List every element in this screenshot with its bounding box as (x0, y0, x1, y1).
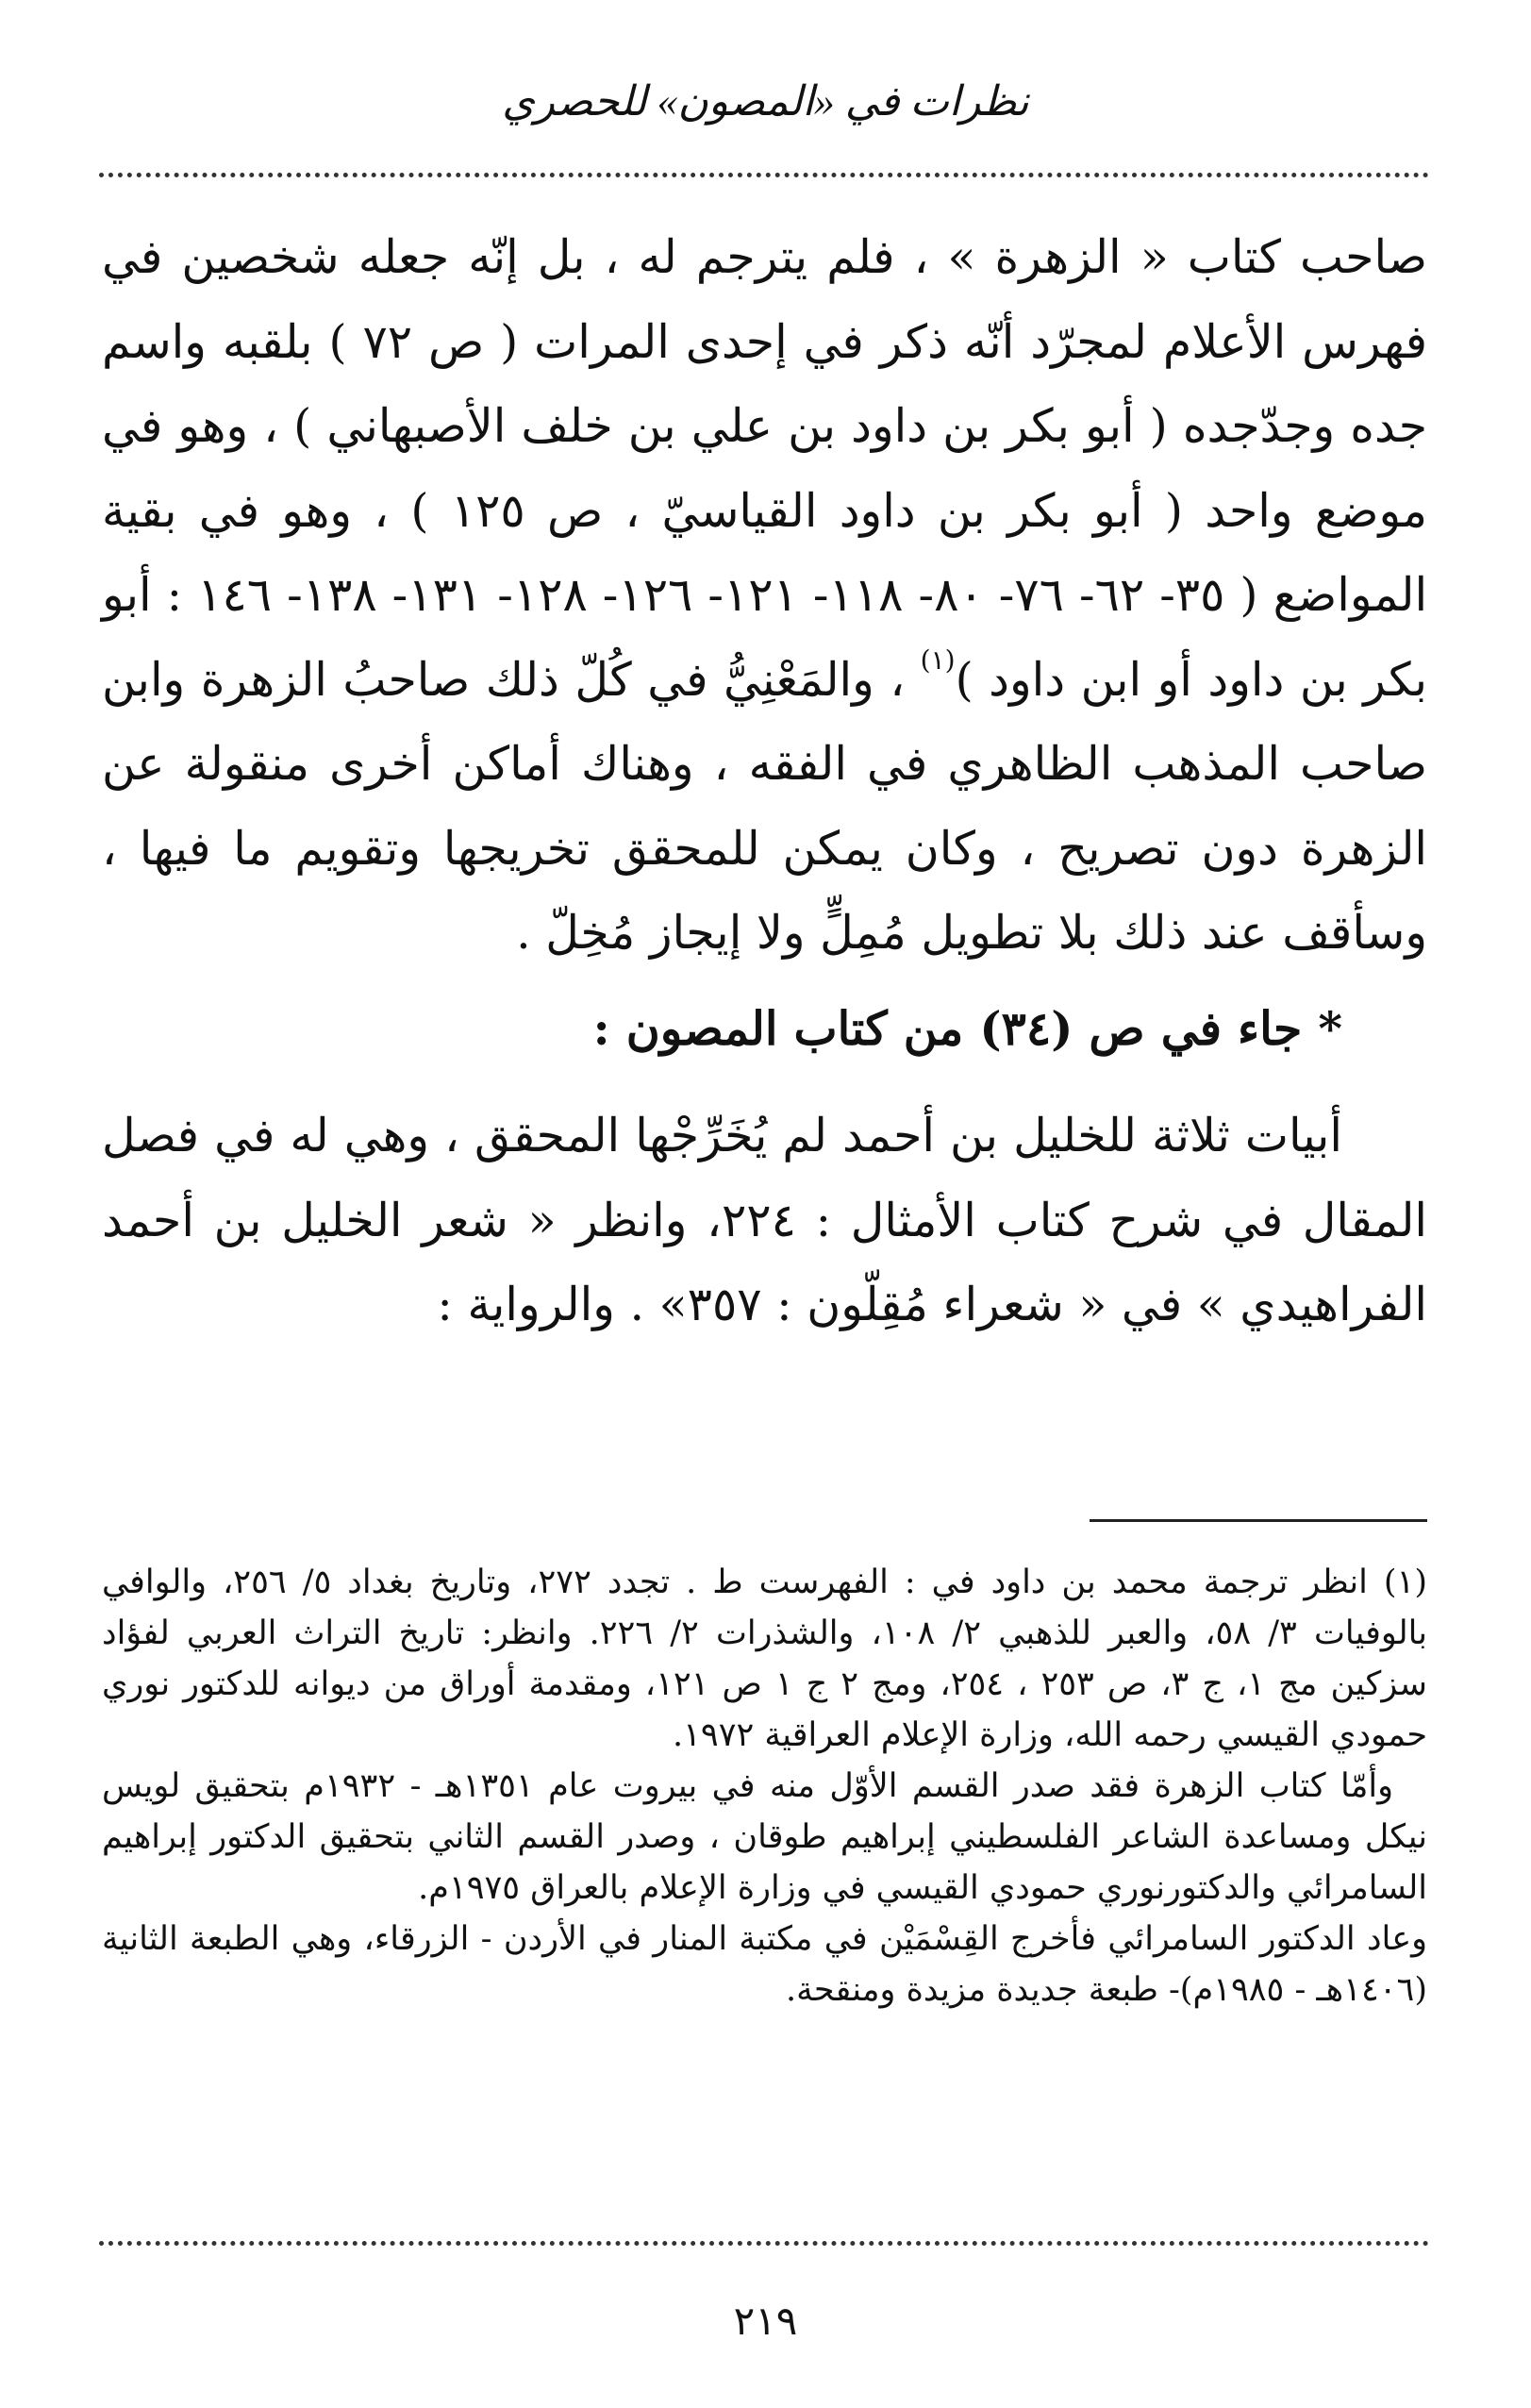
footnotes (102, 1557, 1427, 2015)
footer-rule (99, 2241, 1429, 2246)
paragraph-1-text: صاحب كتاب « الزهرة » ، فلم يترجم له ، بل إنّه جعله شخصين في فهرس الأعلام لمجرّد أنّه ذكر في إحدى المرات ( ص ٧٢ ) بلقبه واسم جده وجدّجده ( أبو بكر بن داود بن علي بن خلف الأصبهاني ) ، وهو في موضع واحد ( أبو بكر بن داود القياسيّ ، ص ١٢٥ ) ، وهو في بقية المواضع ( ٣٥- ٦٢- ٧٦- ٨٠- ١١٨- ١٢١- ١٢٦- ١٢٨- ١٣١- ١٣٨- ١٤٦ : أبو بكر بن داود أو ابن داود ) (102, 230, 1428, 707)
footnote-1-continuation-b: وعاد الدكتور السامرائي فأخرج القِسْمَيْن في مكتبة المنار في الأردن - الزرقاء، وهي الطبعة الثانية (١٤٠٦هـ - ١٩٨٥م)- طبعة جديدة مزيدة ومنقحة. (102, 1920, 1427, 2009)
page-number: ٢١٩ (733, 2298, 798, 2344)
section-heading: * جاء في ص (٣٤) من كتاب المصون : (592, 1000, 1342, 1056)
paragraph-1 (102, 215, 1427, 976)
paragraph-2: أبيات ثلاثة للخليل بن أحمد لم يُخَرِّجْها المحقق ، وهي له في فصل المقال في شرح كتاب الأمثال : ٢٢٤، وانظر « شعر الخليل بن أحمد الفراهيدي » في « شعراء مُقِلّون : ٣٥٧» . والرواية : (102, 1109, 1427, 1331)
footnote-1: (١) انظر ترجمة محمد بن داود في : الفهرست ط . تجدد ٢٧٢، وتاريخ بغداد ٥/ ٢٥٦، والوافي بالوفيات ٣/ ٥٨، والعبر للذهبي ٢/ ١٠٨، والشذرات ٢/ ٢٢٦. وانظر: تاريخ التراث العربي لفؤاد سزكين مج ١، ج ٣، ص ٢٥٣ ، ٢٥٤، ومج ٢ ج ١ ص ١٢١، ومقدمة أوراق من ديوانه للدكتور نوري حمودي القيسي رحمه الله، وزارة الإعلام العراقية ١٩٧٢. (102, 1564, 1428, 1754)
paragraph-1-tail: ، والمَعْنِيُّ في كُلّ ذلك صاحبُ الزهرة وابن صاحب المذهب الظاهري في الفقه ، وهناك أماكن أخرى منقولة عن الزهرة دون تصريح ، وكان يمكن للمحقق تخريجها وتقويم ما فيها ، وسأقف عند ذلك بلا تطويل مُمِلٍّ ولا إيجاز مُخِلّ . (102, 652, 1428, 960)
header-rule (99, 173, 1429, 177)
footnote-1-continuation-a: وأمّا كتاب الزهرة فقد صدر القسم الأوّل منه في بيروت عام ١٣٥١هـ - ١٩٣٢م بتحقيق لويس نيكل ومساعدة الشاعر الفلسطيني إبراهيم طوقان ، وصدر القسم الثاني بتحقيق الدكتور إبراهيم السامرائي والدكتورنوري حمودي القيسي في وزارة الإعلام بالعراق ١٩٧٥م. (102, 1767, 1427, 1907)
main-text (102, 215, 1427, 1347)
footnote-reference: (١) (920, 644, 956, 676)
footnote-separator (1090, 1519, 1427, 1522)
running-head: نظرات في «المصون» للحصري (502, 78, 1029, 125)
